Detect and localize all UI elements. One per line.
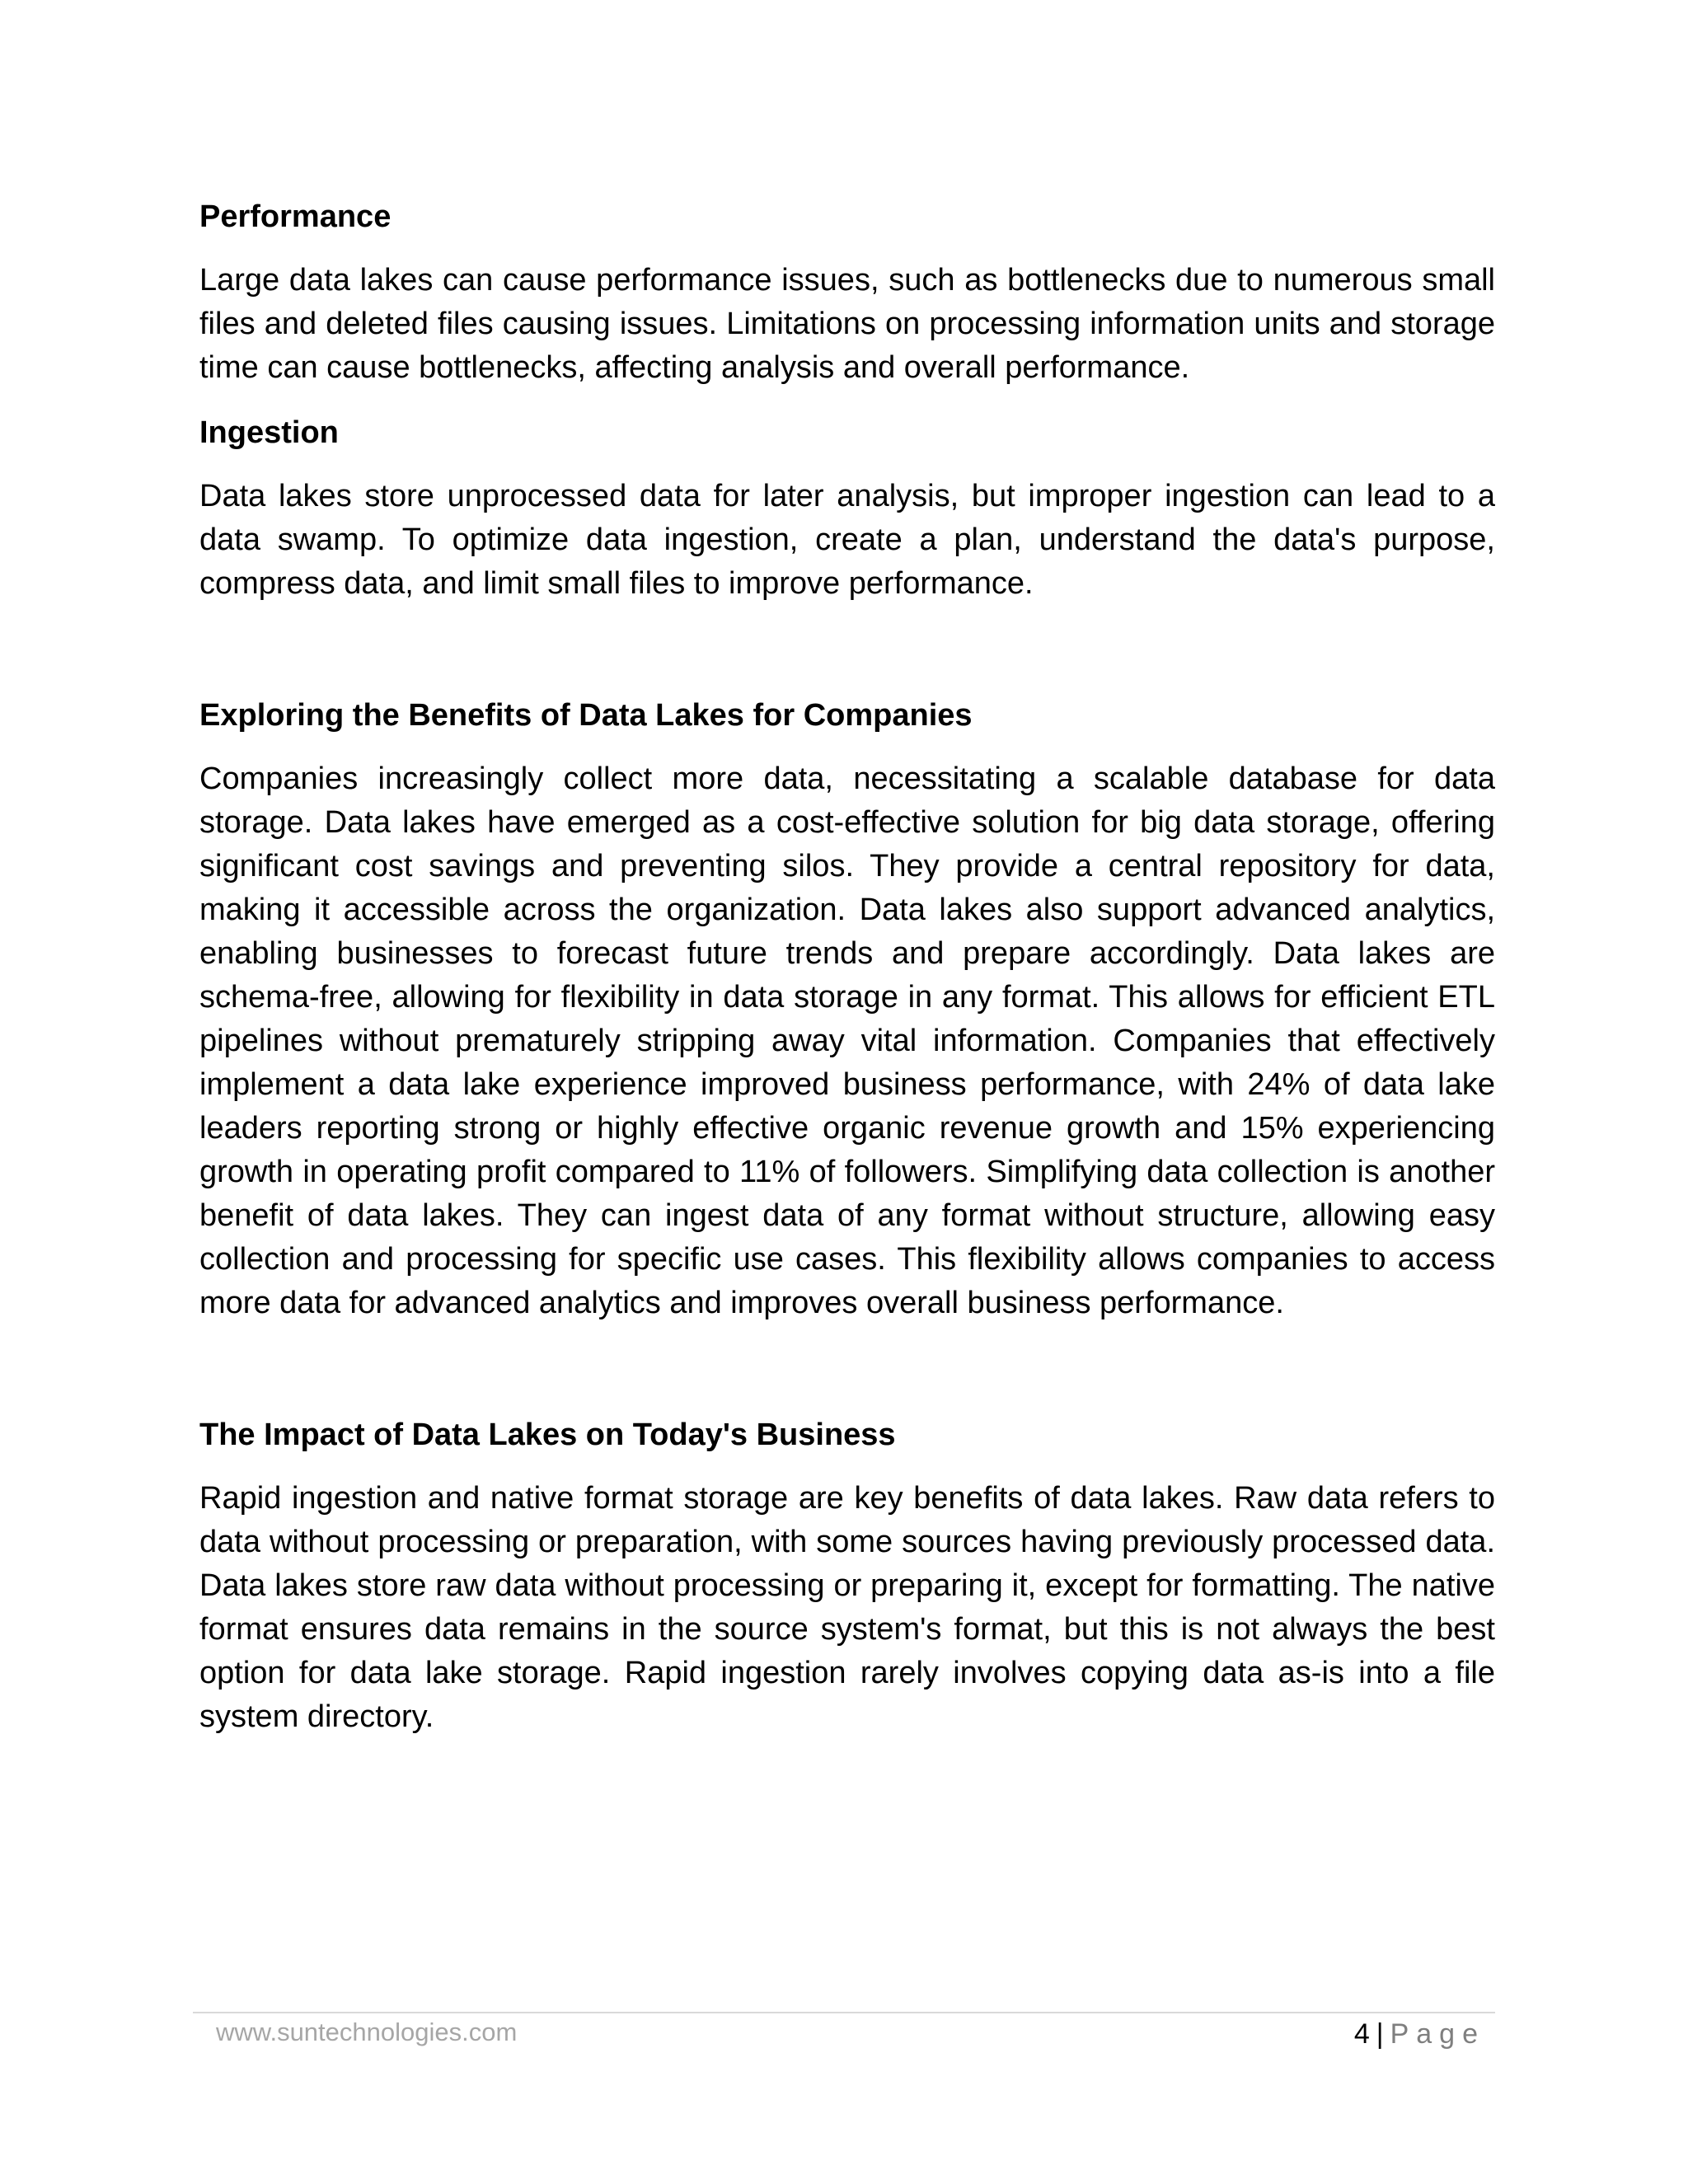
section-heading: Performance [199,199,392,234]
spacer [199,390,1495,412]
section-paragraph: Rapid ingestion and native format storage are key benefits of data lakes. Raw data refers to data without processing or preparation, with some sources having previously processed data. Data lakes store raw data without processing or preparing it, except for formatting. The native format ensures data remains in the source system's format, but this is not always the best option for data lake storage. Rapid ingestion rarely involves copying data as-is into a file system directory. [199,1481,1495,1734]
section-heading: Ingestion [199,415,339,450]
section-paragraph: Companies increasingly collect more data, necessitating a scalable database for data storage. Data lakes have emerged as a cost-effective solution for big data storage, offering significant cost savings and preventing silos. They provide a central repository for data, making it accessible across the organization. Data lakes also support advanced analytics, enabling businesses to forecast future trends and prepare accordingly. Data lakes are schema-free, allowing for flexibility in data storage in any format. This allows for efficient ETL pipelines without prematurely stripping away vital information. Companies that effectively implement a data lake experience improved business performance, with 24% of data lake leaders reporting strong or highly effective organic revenue growth and 15% experiencing growth in operating profit compared to 11% of followers. Simplifying data collection is another benefit of data lakes. They can ingest data of any format without structure, allowing easy collection and processing for specific use cases. This flexibility allows companies to access more data for advanced analytics and improves overall business performance. [199,762,1495,1320]
section-paragraph: Data lakes store unprocessed data for later analysis, but improper ingestion can lead to a data swamp. To optimize data ingestion, create a plan, understand the data's purpose, compress data, and limit small files to improve performance. [199,479,1495,601]
page-number: 4 [1353,2018,1370,2050]
page-separator: | [1376,2018,1384,2050]
section-paragraph: Large data lakes can cause performance issues, such as bottlenecks due to numerous small files and deleted files causing issues. Limitations on processing information units and storage time can cause bottlenecks, affecting analysis and overall performance. [199,263,1495,385]
spacer [199,1325,1495,1414]
footer-divider [193,2012,1495,2013]
section-heading: The Impact of Data Lakes on Today's Business [199,1418,896,1452]
section-impact [199,1414,1495,1739]
page-label: Page [1390,2018,1485,2050]
section-ingestion [199,412,1495,606]
section-benefits [199,695,1495,1325]
spacer [199,606,1495,695]
section-heading: Exploring the Benefits of Data Lakes for Companies [199,698,973,733]
footer-website: www.suntechnologies.com [216,2018,518,2046]
page-content [199,196,1495,1739]
footer-page-number [1354,2016,1485,2052]
section-performance [199,196,1495,390]
